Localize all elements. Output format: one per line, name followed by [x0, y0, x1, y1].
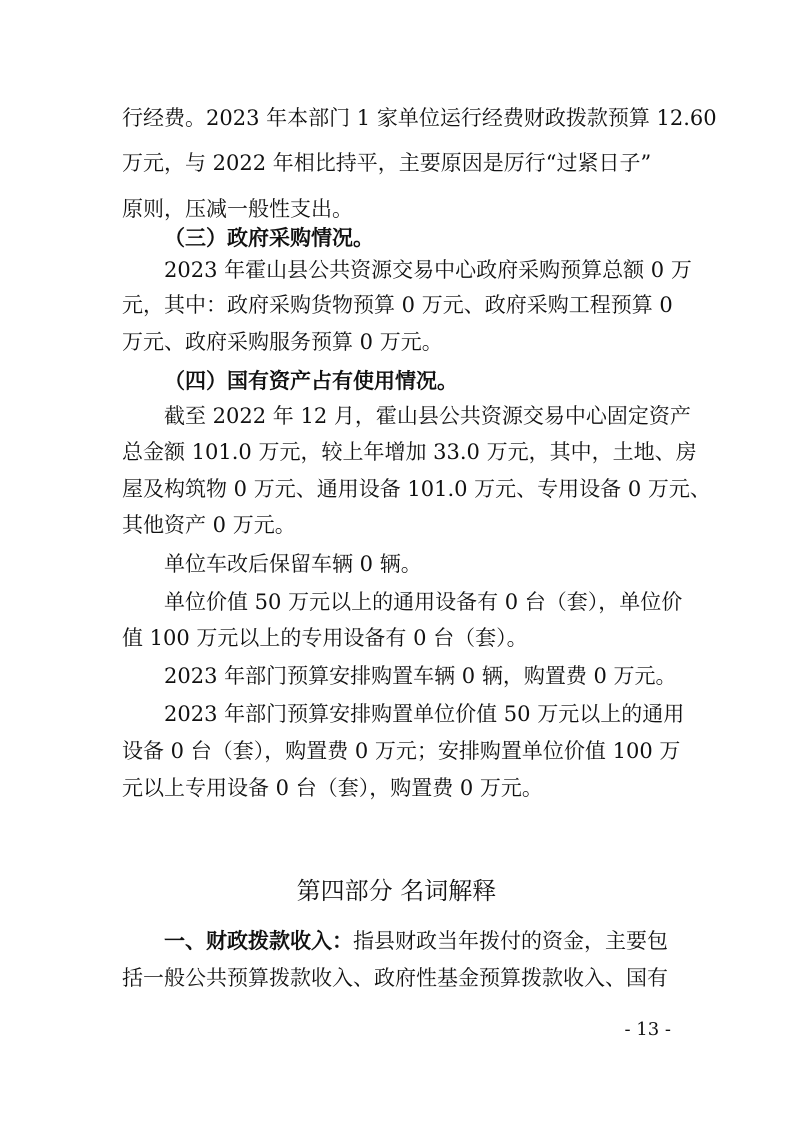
term-label: 一、财政拨款收入： [164, 929, 353, 953]
section-heading-procurement: （三）政府采购情况。 [164, 226, 374, 250]
paragraph-line: 元，其中：政府采购货物预算 0 万元、政府采购工程预算 0 [122, 293, 673, 317]
paragraph-line: 万元、政府采购服务预算 0 万元。 [122, 330, 443, 354]
paragraph-line: 行经费。2023 年本部门 1 家单位运行经费财政拨款预算 12.60 [122, 106, 717, 130]
paragraph-line: 总金额 101.0 万元，较上年增加 33.0 万元，其中，土地、房 [122, 440, 697, 464]
paragraph-line: 单位车改后保留车辆 0 辆。 [164, 552, 422, 576]
paragraph-line: 截至 2022 年 12 月，霍山县公共资源交易中心固定资产 [164, 404, 691, 428]
part-title: 第四部分 名词解释 [296, 877, 497, 905]
paragraph-line: 值 100 万元以上的专用设备有 0 台（套）。 [122, 626, 528, 650]
paragraph-line: 原则，压减一般性支出。 [122, 197, 353, 221]
paragraph-line [164, 927, 668, 955]
paragraph-line: 设备 0 台（套），购置费 0 万元；安排购置单位价值 100 万 [122, 739, 681, 763]
term-definition: 指县财政当年拨付的资金，主要包 [353, 929, 668, 953]
paragraph-line: 括一般公共预算拨款收入、政府性基金预算拨款收入、国有 [122, 966, 668, 990]
paragraph-line: 单位价值 50 万元以上的通用设备有 0 台（套），单位价 [164, 590, 683, 614]
paragraph-line: 万元，与 2022 年相比持平，主要原因是厉行“过紧日子” [122, 151, 652, 175]
paragraph-line: 2023 年部门预算安排购置车辆 0 辆，购置费 0 万元。 [164, 664, 677, 688]
section-heading-assets: （四）国有资产占有使用情况。 [164, 369, 458, 393]
paragraph-line: 2023 年部门预算安排购置单位价值 50 万元以上的通用 [164, 702, 685, 726]
paragraph-line: 屋及构筑物 0 万元、通用设备 101.0 万元、专用设备 0 万元、 [122, 477, 711, 501]
paragraph-line: 元以上专用设备 0 台（套），购置费 0 万元。 [122, 776, 543, 800]
page-number: - 13 - [624, 1019, 671, 1040]
paragraph-line: 2023 年霍山县公共资源交易中心政府采购预算总额 0 万 [164, 258, 692, 282]
paragraph-line: 其他资产 0 万元。 [122, 513, 296, 537]
